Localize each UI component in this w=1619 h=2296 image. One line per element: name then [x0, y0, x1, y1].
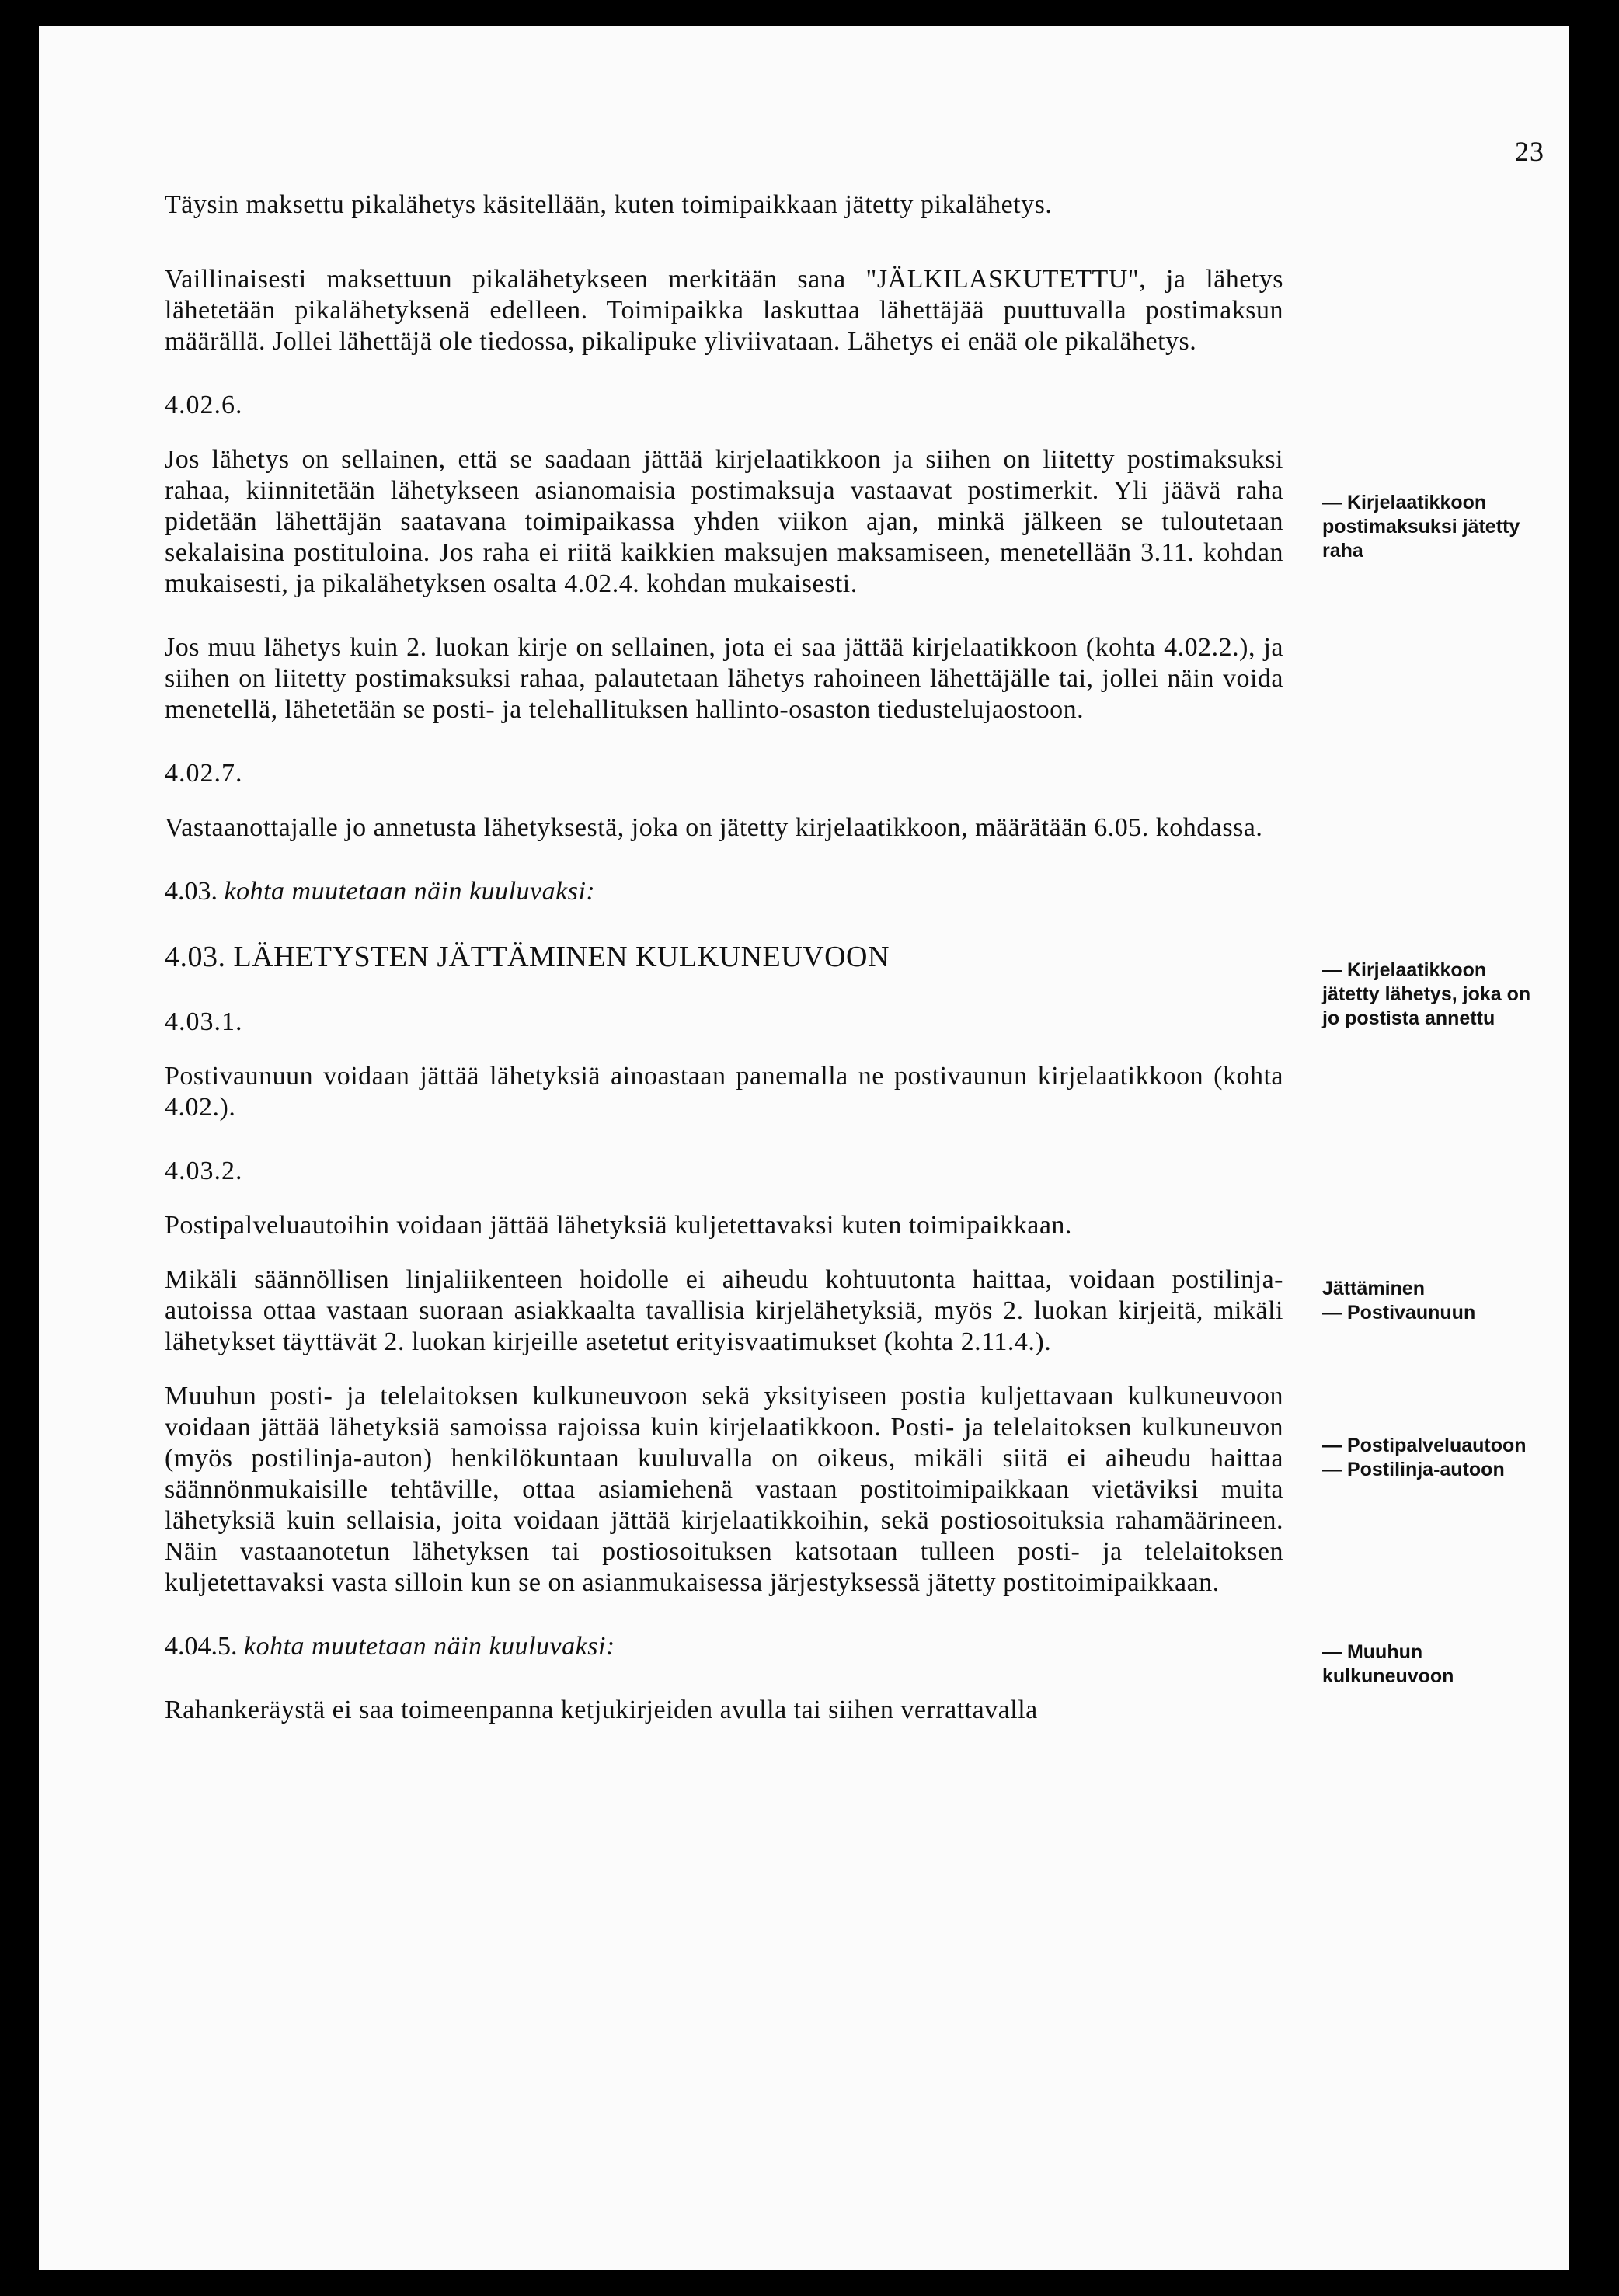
main-text	[165, 190, 1283, 1726]
spacer	[165, 1662, 1283, 1695]
spacer	[165, 600, 1283, 632]
spacer	[165, 1123, 1283, 1156]
spacer	[165, 907, 1283, 940]
spacer	[165, 974, 1283, 1007]
spacer	[165, 844, 1283, 876]
spacer	[165, 1599, 1283, 1631]
spacer	[165, 1241, 1283, 1265]
spacer	[165, 1187, 1283, 1210]
paragraph: Täysin maksettu pikalähetys käsitellään, kuten toimipaikkaan jätetty pikalähetys.	[165, 190, 1053, 219]
spacer	[165, 221, 1283, 264]
margin-note: — Kirjelaatikkoon postimaksuksi jätetty raha	[1322, 492, 1520, 562]
paragraph: Rahankeräystä ei saa toimeenpanna ketjukirjeiden avulla tai siihen verrattavalla	[165, 1696, 1038, 1724]
margin-note: — Postipalveluautoon — Postilinja-autoon	[1322, 1435, 1527, 1480]
margin-note: Jättäminen — Postivaunuun	[1322, 1278, 1476, 1324]
section-number: 4.02.6.	[165, 391, 243, 419]
section-number: 4.02.7.	[165, 759, 243, 788]
margin-note: — Muuhun kulkuneuvoon	[1322, 1641, 1454, 1687]
spacer	[165, 1358, 1283, 1381]
paragraph: Vaillinaisesti maksettuun pikalähetykseen merkitään sana "JÄLKILASKUTETTU", ja lähetys lähetetään pikalähetyksenä edelleen. Toimipaikka laskuttaa lähettäjää puuttuvalla postimaksun määrällä. Jollei lähettäjä ole tiedossa, pikalipuke yliviivataan. Lähetys ei enää ole pikalähetys.	[165, 265, 1283, 356]
paragraph: Mikäli säännöllisen linjaliikenteen hoidolle ei aiheudu kohtuutonta haittaa, voidaan postilinja-autoissa ottaa vastaan suoraan asiakkaalta tavallisia kirjelähetyksiä, myös 2. luokan kirjeitä, mikäli lähetykset täyttävät 2. luokan kirjeille asetetut erityisvaatimukset (kohta 2.11.4.).	[165, 1265, 1283, 1356]
paragraph: Jos lähetys on sellainen, että se saadaan jättää kirjelaatikkoon ja siihen on liitetty postimaksuksi rahaa, kiinnitetään lähetykseen asianomaisia postimaksuja vastaavat postimerkit. Yli jäävä raha pidetään lähettäjän saatavana toimipaikassa yhden viikon ajan, minkä jälkeen se tuloutetaan sekalaisina postituloina. Jos raha ei riitä kaikkien maksujen maksamiseen, menetellään 3.11. kohdan mukaisesti, ja pikalähetyksen osalta 4.02.4. kohdan mukaisesti.	[165, 445, 1283, 598]
amendment-line	[165, 1631, 1283, 1662]
spacer	[165, 421, 1283, 444]
section-heading: 4.03. LÄHETYSTEN JÄTTÄMINEN KULKUNEUVOON	[165, 941, 890, 973]
spacer	[165, 789, 1283, 812]
page-number: 23	[1515, 136, 1544, 167]
paragraph: Postipalveluautoihin voidaan jättää lähetyksiä kuljetettavaksi kuten toimipaikkaan.	[165, 1211, 1072, 1240]
paragraph: Vastaanottajalle jo annetusta lähetyksestä, joka on jätetty kirjelaatikkoon, määrätään 6.05. kohdassa.	[165, 813, 1263, 842]
paragraph: Jos muu lähetys kuin 2. luokan kirje on sellainen, jota ei saa jättää kirjelaatikkoon (kohta 4.02.2.), ja siihen on liitetty postimaksuksi rahaa, palautetaan lähetys rahoineen lähettäjälle tai, jollei näin voida menetellä, lähetetään se posti- ja telehallituksen hallinto-osaston tiedustelujaostoon.	[165, 633, 1283, 724]
amendment-text: kohta muutetaan näin kuuluvaksi:	[244, 1632, 615, 1661]
spacer	[165, 725, 1283, 758]
margin-note: — Kirjelaatikkoon jätetty lähetys, joka on jo postista annettu	[1322, 959, 1531, 1029]
amendment-text: kohta muutetaan näin kuuluvaksi:	[224, 877, 596, 906]
amendment-number: 4.03.	[165, 877, 218, 906]
spacer	[165, 357, 1283, 390]
amendment-number: 4.04.5.	[165, 1632, 238, 1661]
amendment-line	[165, 876, 1283, 907]
paragraph: Muuhun posti- ja telelaitoksen kulkuneuvoon sekä yksityiseen postia kuljettavaan kulkuneuvoon voidaan jättää lähetyksiä samoissa rajoissa kuin kirjelaatikkoon. Posti- ja telelaitoksen kulkuneuvon (myös postilinja-auton) henkilökuntaan kuuluvalla on oikeus, mikäli siitä ei aiheudu haittaa säännönmukaisille tehtäville, ottaa asiamiehenä vastaan postitoimipaikkaan vietäviksi muita lähetyksiä kuin sellaisia, joita voidaan jättää kirjelaatikkoihin, sekä postiosoituksia rahamäärineen. Näin vastaanotetun lähetyksen tai postiosoituksen katsotaan tulleen posti- ja telelaitoksen kuljetettavaksi vasta silloin kun se on asianmukaisessa järjestyksessä jätetty postitoimipaikkaan.	[165, 1382, 1283, 1597]
document-page	[39, 26, 1569, 2270]
section-number: 4.03.1.	[165, 1007, 243, 1036]
paragraph: Postivaunuun voidaan jättää lähetyksiä ainoastaan panemalla ne postivaunun kirjelaatikkoon (kohta 4.02.).	[165, 1062, 1283, 1122]
spacer	[165, 1038, 1283, 1061]
section-number: 4.03.2.	[165, 1157, 243, 1185]
